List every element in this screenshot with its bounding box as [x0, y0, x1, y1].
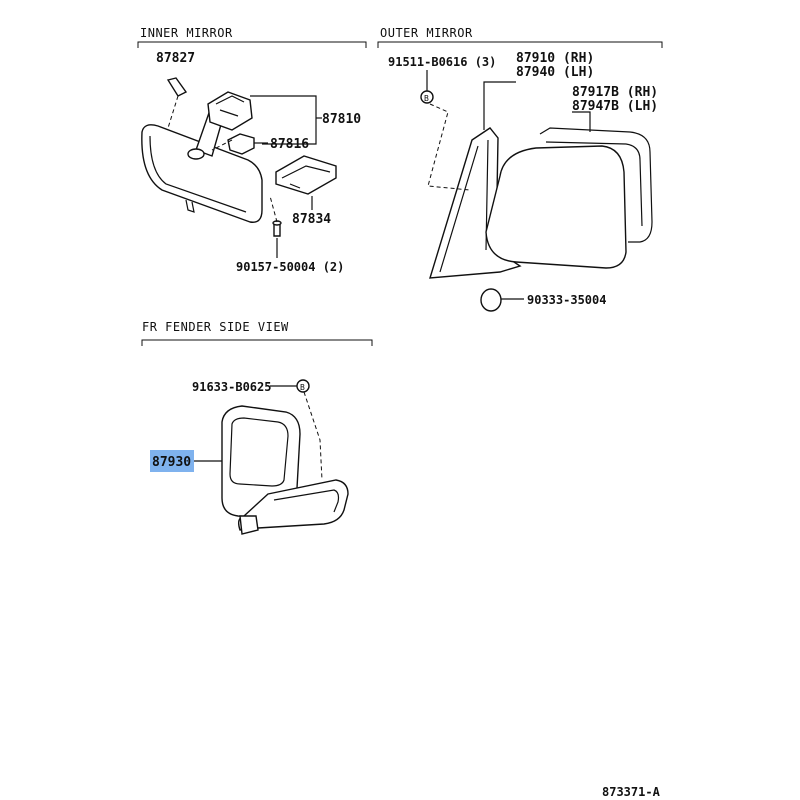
part-87810-label: 87810: [322, 112, 362, 127]
fender-mirror-drawing: [222, 380, 348, 534]
part-87816-label: 87816: [270, 137, 310, 152]
fender-heading: FR FENDER SIDE VIEW: [142, 320, 289, 334]
fender-section: [142, 320, 372, 534]
part-87940-label: 87940 (LH): [516, 65, 595, 80]
outer-mirror-bracket-line: [378, 42, 662, 48]
figure-code: 873371-A: [602, 785, 660, 799]
part-87947B-label: 87947B (LH): [572, 99, 659, 114]
fender-bracket-line: [142, 340, 372, 346]
outer-mirror-heading: OUTER MIRROR: [380, 26, 473, 40]
part-90157-label: 90157-50004 (2): [236, 260, 345, 274]
outer-mirror-section: [378, 26, 662, 311]
part-87827-label: 87827: [156, 51, 196, 66]
part-90333-label: 90333-35004: [527, 293, 607, 307]
inner-mirror-heading: INNER MIRROR: [140, 26, 233, 40]
fender-screw-path: [304, 392, 322, 480]
part-87834-label: 87834: [292, 212, 332, 227]
leader-87910: [484, 82, 516, 130]
part-91633-label: 91633-B0625: [192, 380, 272, 394]
part-91511-label: 91511-B0616 (3): [388, 55, 497, 69]
inner-mirror-bracket-line: [138, 42, 366, 48]
part-87930-label[interactable]: 87930: [152, 455, 192, 470]
screw-symbol-91633: B: [300, 383, 305, 392]
inner-mirror-section: [138, 26, 366, 274]
screw-symbol-91511: B: [424, 94, 429, 103]
outer-mirror-drawing: [421, 91, 652, 311]
part-87917B-label: 87917B (RH): [572, 85, 659, 100]
part-87910-label: 87910 (RH): [516, 51, 595, 66]
